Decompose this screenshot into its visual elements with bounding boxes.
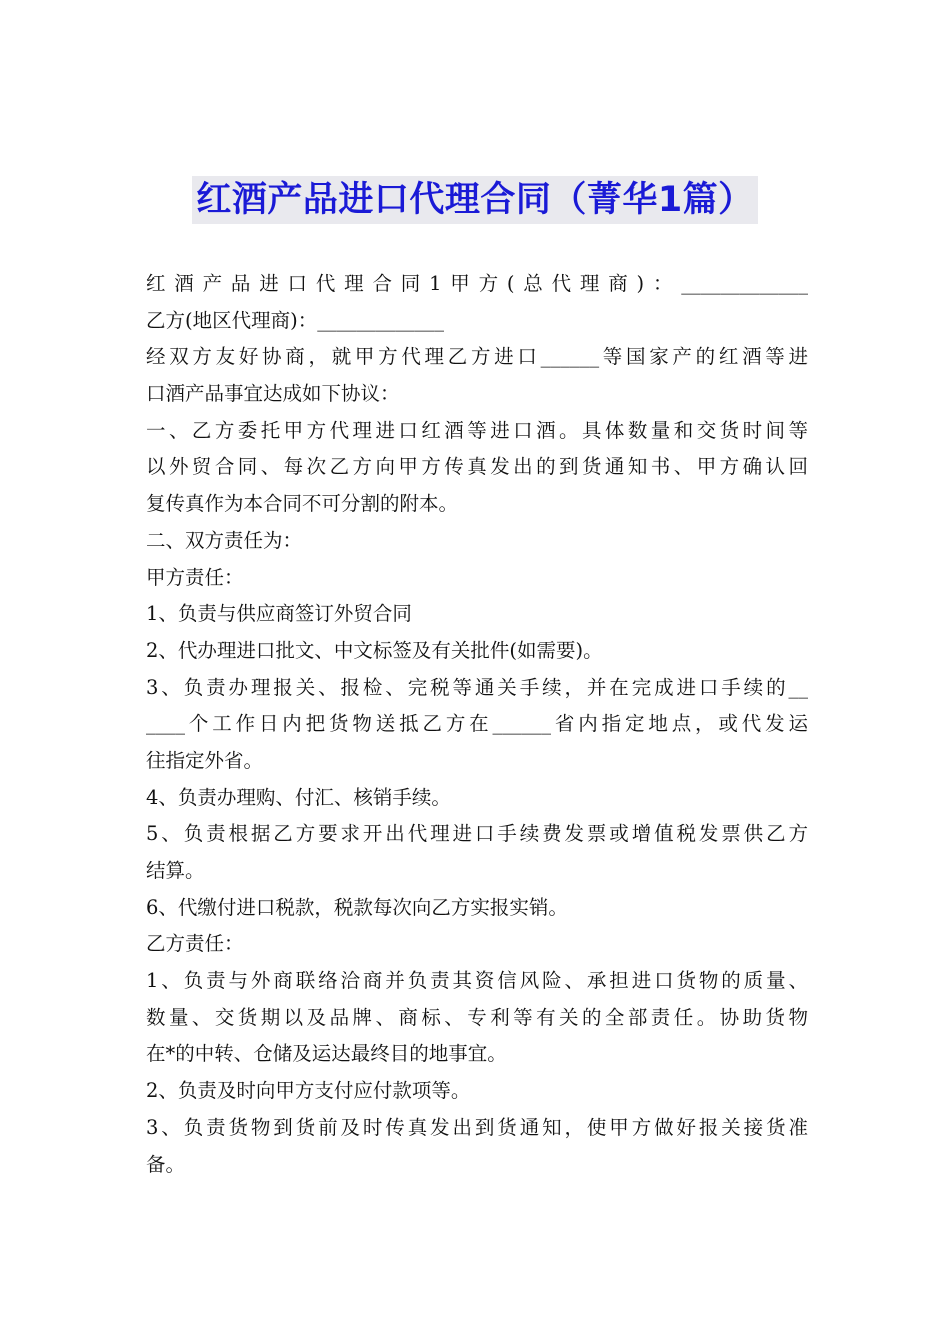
paragraph-line: 4、负责办理购、付汇、核销手续。	[146, 785, 451, 809]
paragraph-line: 6、代缴付进口税款，税款每次向乙方实报实销。	[146, 895, 568, 919]
paragraph-line: 1、负责与供应商签订外贸合同	[146, 602, 412, 626]
title-container	[0, 176, 950, 224]
paragraph-line: 2、代办理进口批文、中文标签及有关批件(如需要)。	[146, 638, 603, 662]
paragraph-line: 以外贸合同、每次乙方向甲方传真发出的到货通知书、甲方确认回	[146, 455, 808, 479]
paragraph-line: 结算。	[146, 859, 205, 882]
paragraph-line: 3、负责办理报关、报检、完税等通关手续，并在完成进口手续的__	[146, 675, 808, 699]
paragraph-line: 一、乙方委托甲方代理进口红酒等进口酒。具体数量和交货时间等	[146, 418, 808, 442]
paragraph-line: 经双方友好协商，就甲方代理乙方进口______等国家产的红酒等进	[146, 345, 808, 369]
paragraph-line: ____个工作日内把货物送抵乙方在______省内指定地点，或代发运	[146, 712, 808, 736]
paragraph-line: 乙方责任：	[146, 932, 244, 956]
paragraph-line: 乙方(地区代理商)：_____________	[146, 308, 444, 332]
paragraph-line: 在*的中转、仓储及运达最终目的地事宜。	[146, 1042, 507, 1066]
paragraph-line: 复传真作为本合同不可分割的附本。	[146, 492, 459, 516]
paragraph-line: 二、双方责任为：	[146, 528, 303, 552]
paragraph-line: 备。	[146, 1152, 186, 1176]
document-body	[146, 266, 808, 1183]
paragraph-line: 数量、交货期以及品牌、商标、专利等有关的全部责任。协助货物	[146, 1005, 808, 1029]
document-title: 红酒产品进口代理合同（菁华1篇）	[192, 176, 757, 224]
paragraph-line: 往指定外省。	[146, 748, 264, 772]
paragraph-line: 口酒产品事宜达成如下协议：	[146, 382, 400, 406]
paragraph-line: 甲方责任：	[146, 565, 244, 589]
paragraph-line: 1、负责与外商联络洽商并负责其资信风险、承担进口货物的质量、	[146, 969, 808, 993]
paragraph-line: 5、负责根据乙方要求开出代理进口手续费发票或增值税发票供乙方	[146, 822, 808, 846]
paragraph-line: 红酒产品进口代理合同1甲方(总代理商)：_____________	[146, 272, 808, 295]
paragraph-line: 2、负责及时向甲方支付应付款项等。	[146, 1079, 471, 1103]
paragraph-line: 3、负责货物到货前及时传真发出到货通知，使甲方做好报关接货准	[146, 1115, 808, 1139]
